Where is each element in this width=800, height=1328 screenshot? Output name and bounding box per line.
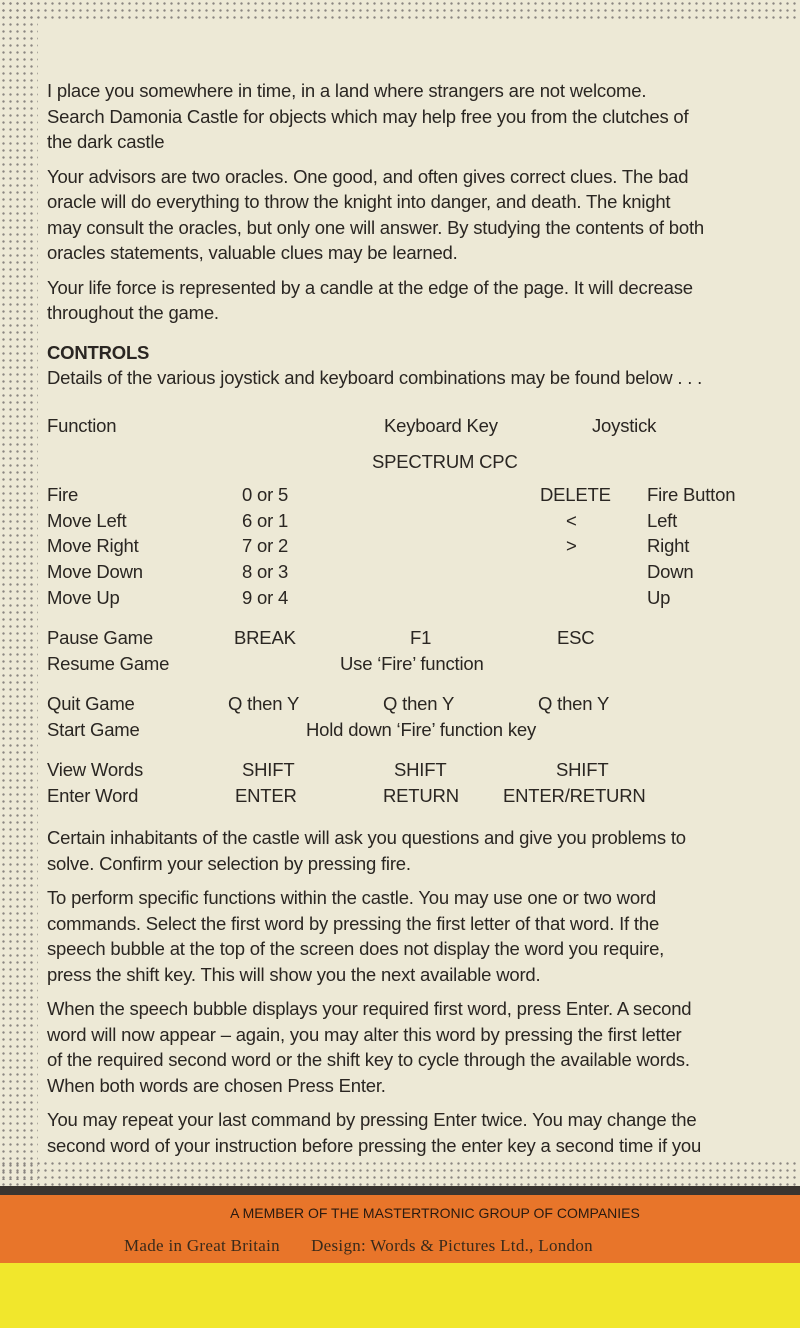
row-pause-other: ESC (557, 627, 595, 648)
footer-made-in: Made in Great Britain (124, 1236, 280, 1255)
controls-heading: CONTROLS (47, 341, 150, 363)
row-quit-function: Quit Game (47, 693, 135, 714)
row-left-joystick: Left (647, 510, 678, 531)
col-subheader: SPECTRUM CPC (372, 451, 518, 472)
row-right-function: Move Right (47, 535, 139, 556)
row-fire-function: Fire (47, 484, 79, 505)
row-enter-cpc: RETURN (383, 785, 459, 806)
row-down-joystick: Down (647, 561, 694, 582)
intro-text (47, 78, 782, 391)
oracles-paragraph: Your advisors are two oracles. One good, and often gives correct clues. The bad oracle will do everything to throw the knight into danger, and death. The knight may consult the oracles, but only one will answer. By studying the contents of both oracles statements, valuable clues may be learned. (47, 165, 704, 263)
footer-yellow-band (0, 1263, 800, 1328)
row-view-other: SHIFT (556, 759, 609, 780)
row-enter-spectrum: ENTER (235, 785, 297, 806)
inhabitants-paragraph: Certain inhabitants of the castle will ask you questions and give you problems to solve. Confirm your selection by pressing fire. (47, 827, 686, 874)
row-fire-spectrum: 0 or 5 (242, 484, 289, 505)
row-left-spectrum: 6 or 1 (242, 510, 289, 531)
row-resume-function: Resume Game (47, 653, 170, 674)
footer-credits (124, 1236, 593, 1256)
row-fire-joystick: Fire Button (647, 484, 736, 505)
row-pause-spectrum: BREAK (234, 627, 296, 648)
speech-bubble-paragraph: When the speech bubble displays your required first word, press Enter. A second word will now appear – again, you may alter this word by pressing the first letter of the required second word or the shift key to cycle through the available words. When both words are chosen Press Enter. (47, 998, 692, 1096)
row-up-function: Move Up (47, 587, 120, 608)
col-header-joystick: Joystick (592, 415, 657, 436)
col-header-function: Function (47, 415, 117, 436)
commands-paragraph: To perform specific functions within the castle. You may use one or two word commands. Select the first word by pressing the first letter of that word. If the speech bubble at the top of the screen does not display the word you require, press the shift key. This will show you the next available word. (47, 887, 665, 985)
controls-intro: Details of the various joystick and keyboard combinations may be found below . . . (47, 367, 703, 388)
row-pause-function: Pause Game (47, 627, 153, 648)
row-down-spectrum: 8 or 3 (242, 561, 289, 582)
row-right-cpc: > (566, 535, 577, 556)
repeat-command-paragraph: You may repeat your last command by pressing Enter twice. You may change the second word of your instruction before pressing the enter key a second time if you (47, 1109, 702, 1156)
row-right-joystick: Right (647, 535, 690, 556)
footer-dark-stripe (0, 1186, 800, 1195)
row-up-spectrum: 9 or 4 (242, 587, 289, 608)
row-enter-function: Enter Word (47, 785, 139, 806)
row-left-cpc: < (566, 510, 577, 531)
dotted-border-left (0, 0, 38, 1180)
dotted-border-bottom (0, 1160, 800, 1186)
col-header-keyboard: Keyboard Key (384, 415, 498, 436)
row-right-spectrum: 7 or 2 (242, 535, 289, 556)
row-view-cpc: SHIFT (394, 759, 447, 780)
row-resume-note: Use ‘Fire’ function (340, 653, 484, 674)
row-quit-cpc: Q then Y (383, 693, 455, 714)
footer-member-line: A MEMBER OF THE MASTERTRONIC GROUP OF COMPANIES (230, 1205, 640, 1221)
row-view-spectrum: SHIFT (242, 759, 295, 780)
life-force-paragraph: Your life force is represented by a candle at the edge of the page. It will decrease throughout the game. (47, 276, 693, 323)
row-start-note: Hold down ‘Fire’ function key (306, 719, 537, 740)
row-enter-other: ENTER/RETURN (503, 785, 646, 806)
row-up-joystick: Up (647, 587, 671, 608)
row-view-function: View Words (47, 759, 144, 780)
body-text (47, 825, 782, 1158)
row-fire-cpc: DELETE (540, 484, 611, 505)
intro-paragraph: I place you somewhere in time, in a land where strangers are not welcome. Search Damonia Castle for objects which may help free you from the clutches of the dark castle (47, 80, 689, 152)
row-start-function: Start Game (47, 719, 140, 740)
row-quit-spectrum: Q then Y (228, 693, 300, 714)
row-pause-cpc: F1 (410, 627, 432, 648)
dotted-border-top (0, 0, 800, 22)
row-quit-other: Q then Y (538, 693, 610, 714)
row-left-function: Move Left (47, 510, 127, 531)
row-down-function: Move Down (47, 561, 143, 582)
footer-design: Design: Words & Pictures Ltd., London (311, 1236, 593, 1255)
